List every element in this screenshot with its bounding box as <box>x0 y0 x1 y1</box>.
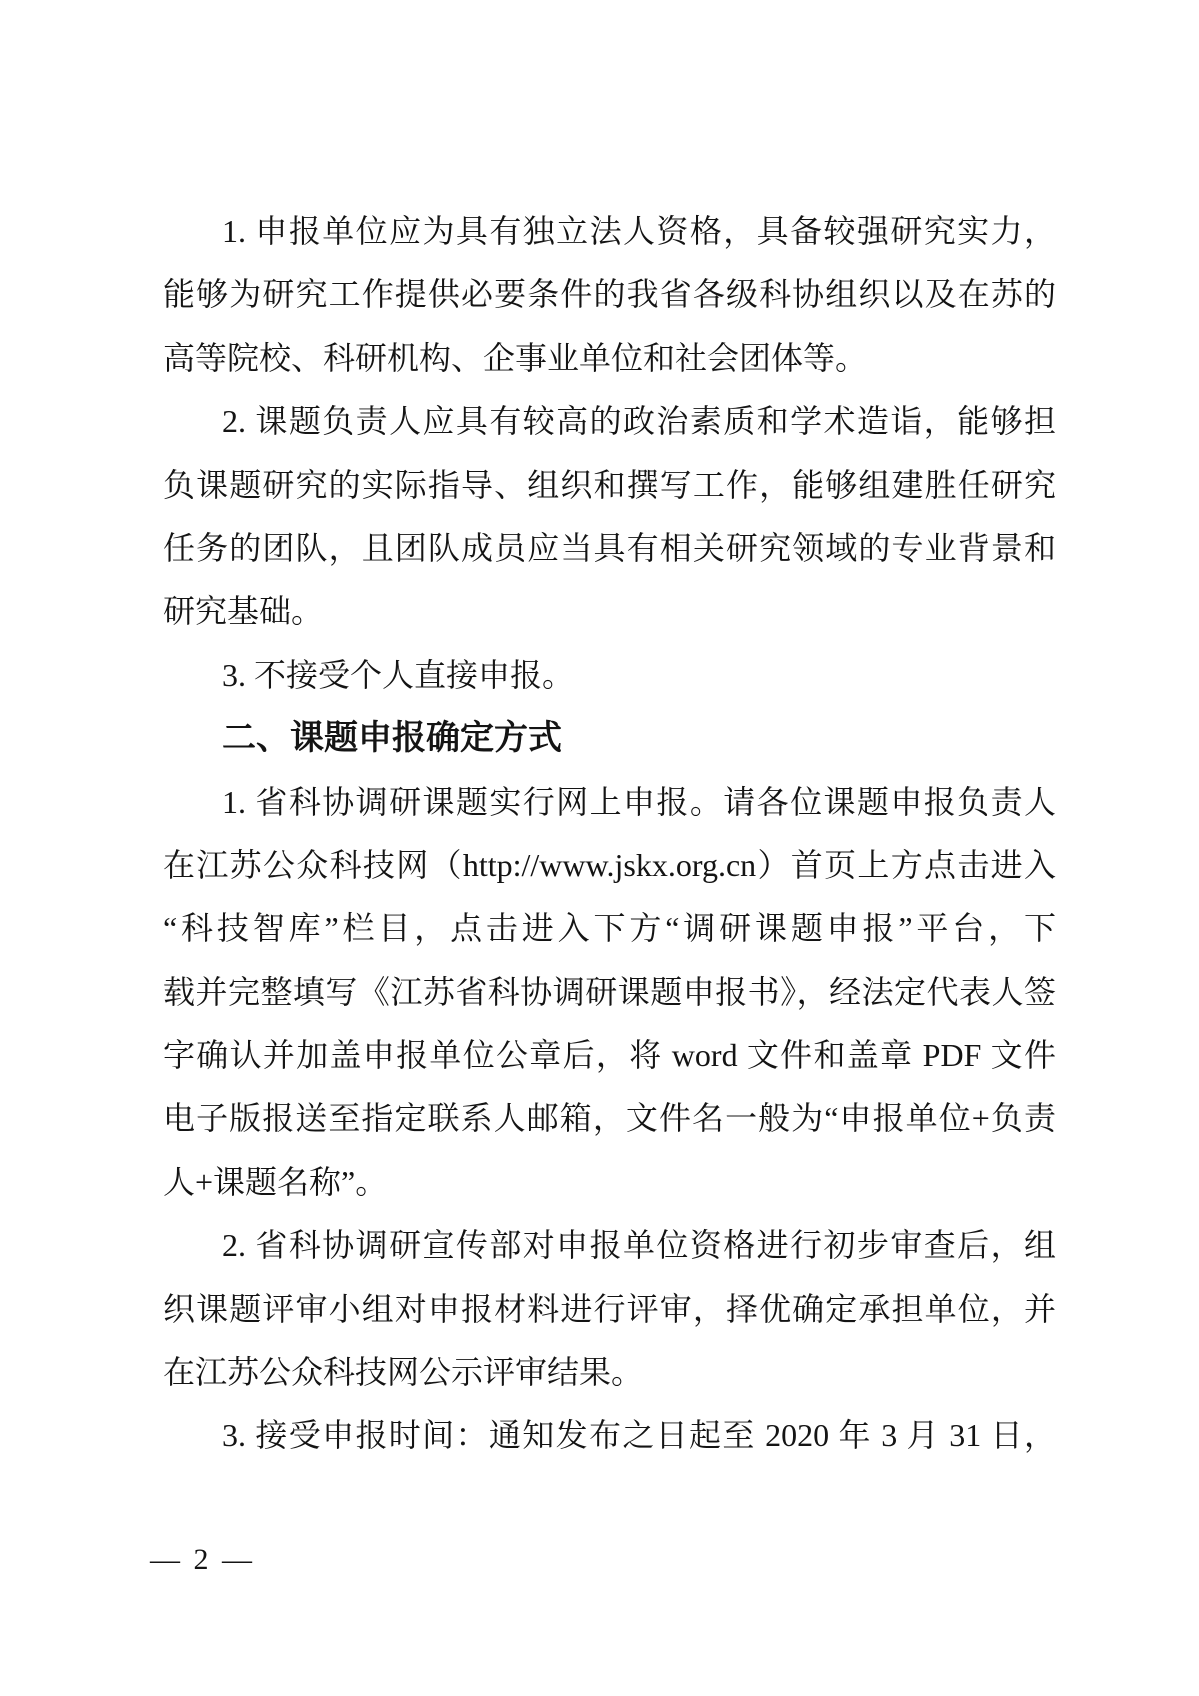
text-line: 1. 申报单位应为具有独立法人资格，具备较强研究实力， <box>222 213 1056 249</box>
text-line: 能够为研究工作提供必要条件的我省各级科协组织以及在苏的 <box>163 276 1056 313</box>
text-line: 任务的团队，且团队成员应当具有相关研究领域的专业背景和 <box>163 529 1056 566</box>
text-line: 电子版报送至指定联系人邮箱，文件名一般为“申报单位+负责 <box>163 1100 1056 1137</box>
page-number: — 2 — <box>150 1543 255 1576</box>
text-line: 2. 省科协调研宣传部对申报单位资格进行初步审查后，组 <box>222 1227 1056 1264</box>
text-line: 字确认并加盖申报单位公章后，将 word 文件和盖章 PDF 文件 <box>163 1037 1056 1074</box>
document-body <box>163 200 1056 1468</box>
text-line: 负课题研究的实际指导、组织和撰写工作，能够组建胜任研究 <box>163 466 1056 503</box>
text-line: 人+课题名称”。 <box>163 1163 388 1200</box>
text-line: 在江苏公众科技网公示评审结果。 <box>163 1354 644 1391</box>
text-line: 高等院校、科研机构、企事业单位和社会团体等。 <box>163 339 868 376</box>
text-line: 1. 省科协调研课题实行网上申报。请各位课题申报负责人 <box>222 783 1056 820</box>
text-line: “科技智库”栏目，点击进入下方“调研课题申报”平台，下 <box>163 910 1056 947</box>
text-line: 2. 课题负责人应具有较高的政治素质和学术造诣，能够担 <box>222 403 1056 440</box>
text-line: 载并完整填写《江苏省科协调研课题申报书》，经法定代表人签 <box>163 973 1056 1010</box>
section-heading: 二、课题申报确定方式 <box>222 719 562 758</box>
text-line: 研究基础。 <box>163 593 324 630</box>
text-line: 在江苏公众科技网（http://www.jskx.org.cn）首页上方点击进入 <box>163 846 1056 883</box>
text-line: 织课题评审小组对申报材料进行评审，择优确定承担单位，并 <box>163 1290 1056 1327</box>
text-line: 3. 接受申报时间：通知发布之日起至 2020 年 3 月 31 日， <box>222 1417 1056 1454</box>
text-line: 3. 不接受个人直接申报。 <box>222 656 575 693</box>
